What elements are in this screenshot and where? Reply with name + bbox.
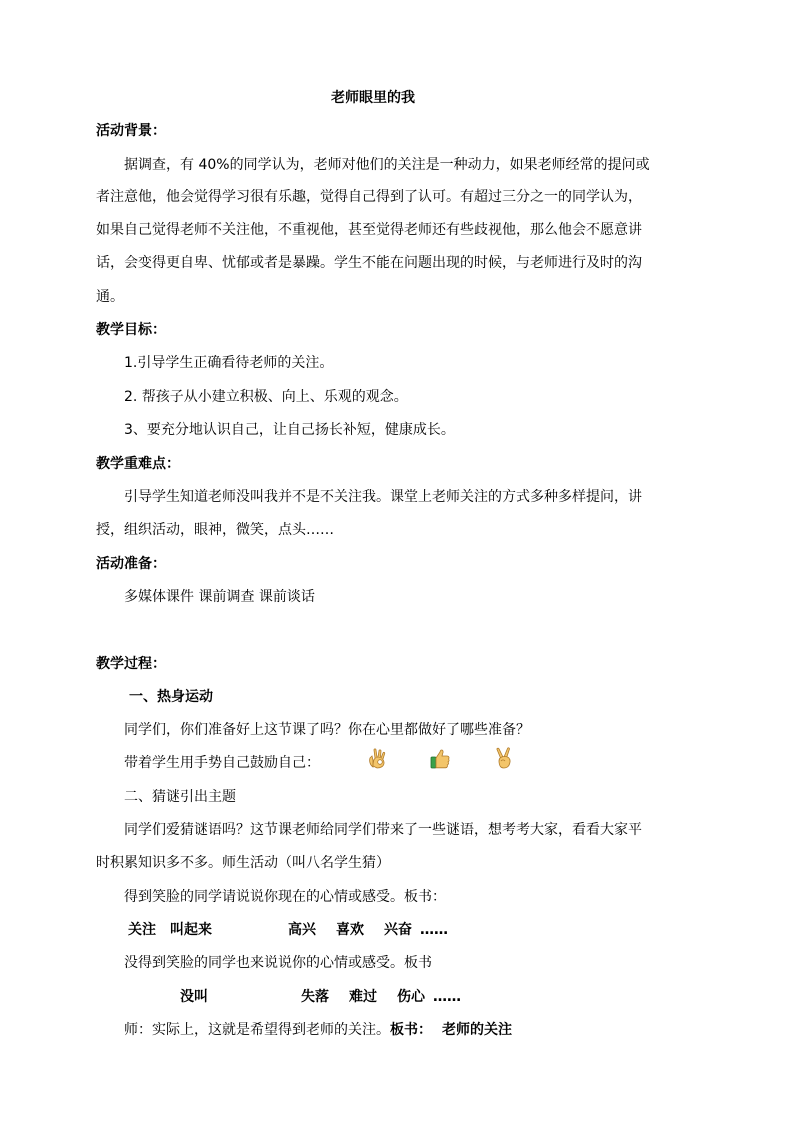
background-line-4: 话，会变得更自卑、忧郁或者是暴躁。学生不能在问题出现的时候，与老师进行及时的沟 [96,255,642,271]
key-points-line-1: 引导学生知道老师没叫我并不是不关注我。课堂上老师关注的方式多种多样提问，讲 [124,489,642,505]
board-2-f: …… [433,989,461,1005]
gesture-icons [366,746,536,776]
board-1-e: 兴奋 [384,922,412,938]
section2-line-1: 同学们爱猜谜语吗？这节课老师给同学们带来了一些谜语，想考考大家，看看大家平 [124,822,642,838]
ok-hand-icon [366,746,390,776]
goal-item-1: 1.引导学生正确看待老师的关注。 [124,355,334,371]
conclusion-text: 师：实际上，这就是希望得到老师的关注。 [124,1022,390,1038]
section1-title: 一、热身运动 [129,689,213,705]
goals-heading: 教学目标： [96,322,166,338]
page-title: 老师眼里的我 [331,90,415,106]
board-1-f: …… [420,922,448,938]
section2-line-2: 时积累知识多不多。师生活动（叫八名学生猜） [96,855,390,871]
board-2-a: 没叫 [180,989,208,1005]
conclusion-line [124,1020,512,1040]
section1-line-2: 带着学生用手势自己鼓励自己： [124,755,320,771]
board-1 [128,920,448,940]
goal-item-3: 3、要充分地认识自己，让自己扬长补短，健康成长。 [124,422,455,438]
goal-item-2: 2. 帮孩子从小建立积极、向上、乐观的观念。 [124,389,408,405]
board-1-b: 叫起来 [170,922,212,938]
board-2-d: 难过 [349,989,377,1005]
board-2 [180,987,461,1007]
conclusion-board-label: 板书： [390,1022,432,1038]
board-1-a: 关注 [128,922,156,938]
key-points-line-2: 授，组织活动，眼神，微笑，点头…… [96,522,334,538]
preparation-text: 多媒体课件 课前调查 课前谈话 [124,589,315,605]
background-line-5: 通。 [96,289,124,305]
board-2-e: 伤心 [397,989,425,1005]
board-1-c: 高兴 [288,922,316,938]
background-line-3: 如果自己觉得老师不关注他，不重视他，甚至觉得老师还有些歧视他，那么他会不愿意讲 [96,222,642,238]
board-2-c: 失落 [301,989,329,1005]
conclusion-board-value: 老师的关注 [442,1022,512,1038]
process-heading: 教学过程： [96,656,166,672]
background-heading: 活动背景： [96,123,166,139]
board-1-d: 喜欢 [336,922,364,938]
section2-title: 二、猜谜引出主题 [124,789,236,805]
section1-line-1: 同学们，你们准备好上这节课了吗？你在心里都做好了哪些准备？ [124,722,530,738]
preparation-heading: 活动准备： [96,556,166,572]
victory-hand-icon [492,746,516,776]
thumbs-up-icon [428,746,452,776]
background-line-1: 据调查，有 40%的同学认为，老师对他们的关注是一种动力，如果老师经常的提问或 [124,157,650,173]
key-points-heading: 教学重难点： [96,456,180,472]
no-smile-prompt: 没得到笑脸的同学也来说说你的心情或感受。板书 [124,955,432,971]
background-line-2: 者注意他，他会觉得学习很有乐趣，觉得自己得到了认可。有超过三分之一的同学认为， [96,189,642,205]
smile-prompt: 得到笑脸的同学请说说你现在的心情或感受。板书： [124,889,446,905]
